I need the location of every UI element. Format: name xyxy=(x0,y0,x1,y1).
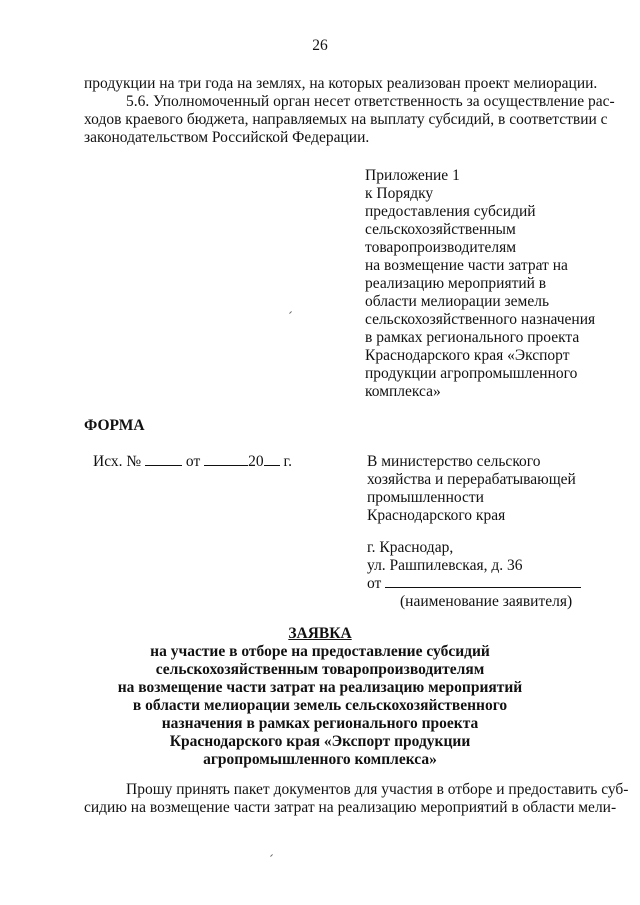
request-line: сидию на возмещение части затрат на реализацию мероприятий в области мели- xyxy=(84,799,617,816)
appendix-line: к Порядку xyxy=(365,185,434,202)
body-line: ходов краевого бюджета, направляемых на выплату субсидий, в соответствии с xyxy=(84,111,608,128)
appendix-line: Приложение 1 xyxy=(365,167,460,184)
request-line: Прошу принять пакет документов для участия в отборе и предоставить суб- xyxy=(126,781,629,798)
appendix-line: области мелиорации земель xyxy=(365,293,550,310)
appendix-line: продукции агропромышленного xyxy=(365,365,578,382)
application-subtitle-line: в области мелиорации земель сельскохозяйственного xyxy=(132,697,508,714)
from-line xyxy=(367,574,581,593)
appendix-line: Краснодарского края «Экспорт xyxy=(365,347,570,364)
appendix-line: комплекса» xyxy=(365,383,441,400)
address-line: г. Краснодар, xyxy=(367,539,454,556)
outgoing-prefix: Исх. № xyxy=(93,453,142,470)
body-line: 5.6. Уполномоченный орган несет ответственность за осуществление рас- xyxy=(126,93,615,110)
outgoing-number-field[interactable] xyxy=(145,452,182,466)
page-number: 26 xyxy=(312,37,328,54)
outgoing-year-prefix: 20 xyxy=(248,453,264,470)
application-subtitle-line: на участие в отборе на предоставление субсидий xyxy=(150,643,490,660)
form-label: ФОРМА xyxy=(84,417,145,434)
addressee-line: промышленности xyxy=(367,489,484,506)
body-line: продукции на три года на землях, на которых реализован проект мелиорации. xyxy=(84,75,598,92)
appendix-line: сельскохозяйственного назначения xyxy=(365,311,596,328)
appendix-line: в рамках регионального проекта xyxy=(365,329,580,346)
applicant-caption: (наименование заявителя) xyxy=(400,593,573,610)
outgoing-number-line xyxy=(93,452,292,471)
application-subtitle-line: Краснодарского края «Экспорт продукции xyxy=(169,733,471,750)
appendix-line: сельскохозяйственным xyxy=(365,221,516,238)
outgoing-year-suffix: г. xyxy=(283,453,292,470)
addressee-line: Краснодарского края xyxy=(367,507,506,524)
application-subtitle-line: сельскохозяйственным товаропроизводителям xyxy=(155,661,485,678)
scan-mark xyxy=(289,311,292,314)
outgoing-year-field[interactable] xyxy=(264,452,280,466)
application-title: ЗАЯВКА xyxy=(288,625,352,642)
outgoing-date-field[interactable] xyxy=(204,452,248,466)
appendix-line: реализацию мероприятий в xyxy=(365,275,547,292)
body-line: законодательством Российской Федерации. xyxy=(84,129,370,146)
appendix-line: на возмещение части затрат на xyxy=(365,257,568,274)
addressee-line: хозяйства и перерабатывающей xyxy=(367,471,576,488)
from-prefix: от xyxy=(367,575,382,592)
application-subtitle-line: на возмещение части затрат на реализацию мероприятий xyxy=(117,679,523,696)
appendix-line: предоставления субсидий xyxy=(365,203,536,220)
addressee-line: В министерство сельского xyxy=(367,453,541,470)
application-subtitle-line: назначения в рамках регионального проекта xyxy=(161,715,479,732)
address-line: ул. Рашпилевская, д. 36 xyxy=(367,557,523,574)
applicant-name-field[interactable] xyxy=(385,574,581,588)
appendix-line: товаропроизводителям xyxy=(365,239,517,256)
outgoing-from-word: от xyxy=(185,453,201,470)
scan-mark xyxy=(270,854,273,857)
application-subtitle-line: агропромышленного комплекса» xyxy=(203,751,437,768)
